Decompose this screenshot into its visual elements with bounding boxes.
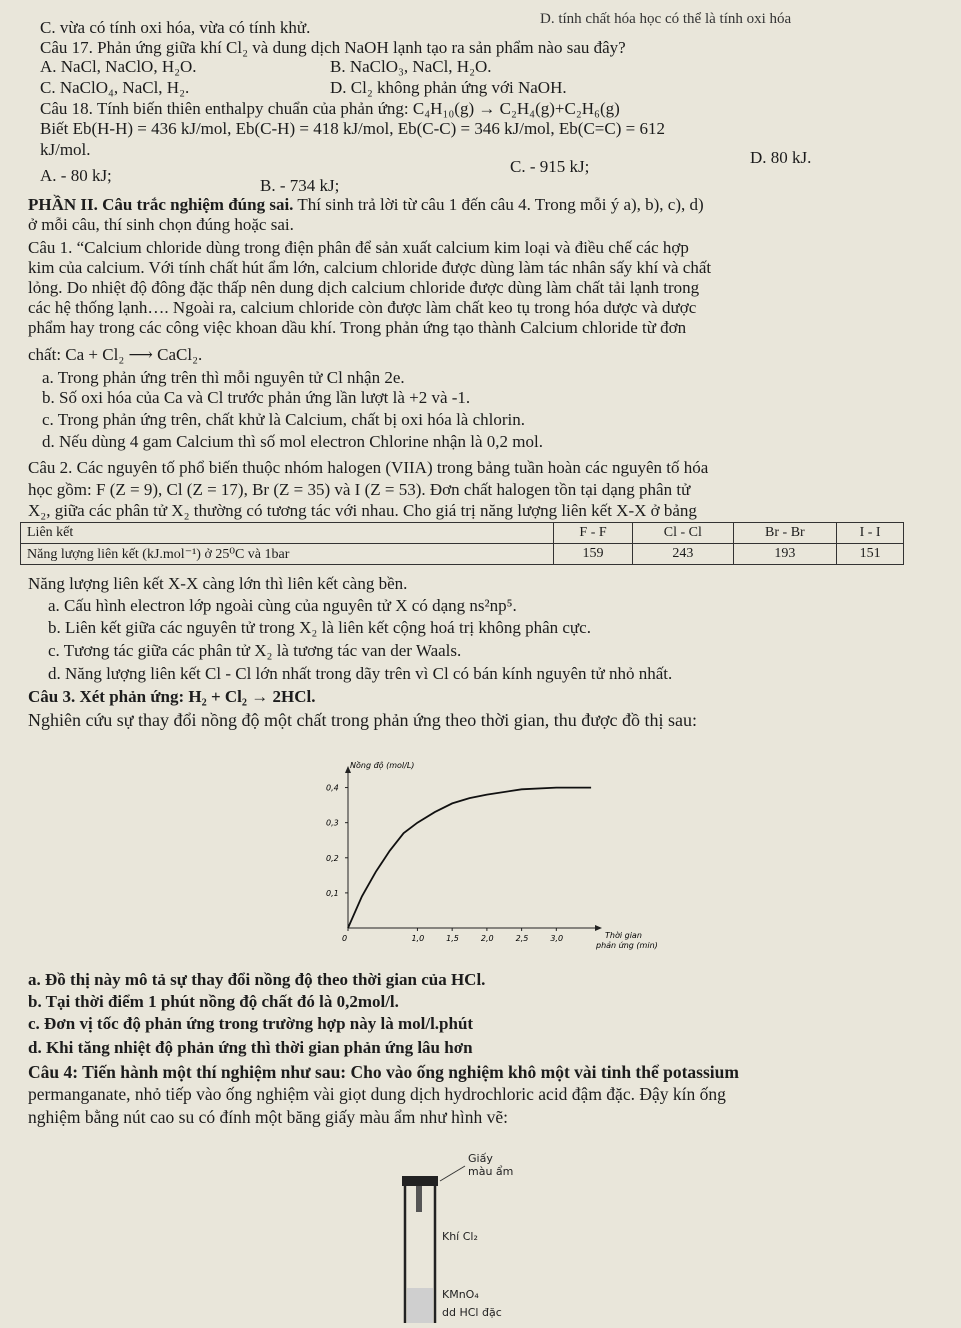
c1-paragraph-2: kim của calcium. Với tính chất hút ẩm lớn, calcium chloride được dùng làm tác nhân sấy khí và chất bbox=[28, 258, 712, 277]
table-cell: Br - Br bbox=[733, 523, 837, 544]
chart-xlabel-2: phản ứng (min) bbox=[596, 941, 658, 950]
c4-text-1: Câu 4: Tiến hành một thí nghiệm như sau: Cho vào ống nghiệm khô một vài tinh thể potassium bbox=[28, 1062, 739, 1082]
table-cell: 151 bbox=[837, 544, 904, 565]
paper-pointer-line bbox=[440, 1166, 465, 1181]
table-cell: I - I bbox=[837, 523, 904, 544]
y-tick-label: 0,1 bbox=[326, 888, 339, 898]
c2-statement-a: a. Cấu hình electron lớp ngoài cùng của nguyên tử X có dạng ns²np⁵. bbox=[48, 596, 517, 615]
table-header-energy: Năng lượng liên kết (kJ.mol⁻¹) ở 25⁰C và 1bar bbox=[21, 544, 554, 565]
label-paper-2: màu ẩm bbox=[468, 1165, 514, 1178]
c1-statement-c: c. Trong phản ứng trên, chất khử là Calcium, chất bị oxi hóa là chlorin. bbox=[42, 410, 525, 429]
y-tick-label: 0,4 bbox=[326, 783, 339, 793]
damp-paper-strip bbox=[416, 1186, 422, 1212]
c2-paragraph-3: X₂, giữa các phân tử X₂ thường có tương tác với nhau. Cho giá trị năng lượng liên kết X-X ở bảng bbox=[28, 501, 697, 520]
x-tick-label: 3,0 bbox=[550, 934, 564, 943]
c1-statement-d: d. Nếu dùng 4 gam Calcium thì số mol electron Chlorine nhận là 0,2 mol. bbox=[42, 432, 543, 451]
c4-paragraph-2: permanganate, nhỏ tiếp vào ống nghiệm vài giọt dung dịch hydrochloric acid đậm đặc. Đậy kín ống bbox=[28, 1084, 726, 1104]
part2-title: PHẦN II. Câu trắc nghiệm đúng sai. bbox=[28, 195, 294, 214]
label-paper-1: Giấy bbox=[468, 1152, 493, 1165]
c2-after-table: Năng lượng liên kết X-X càng lớn thì liên kết càng bền. bbox=[28, 574, 408, 593]
chart-ylabel: Nồng độ (mol/L) bbox=[350, 761, 415, 770]
c2-statement-c: c. Tương tác giữa các phân tử X₂ là tương tác van der Waals. bbox=[48, 641, 462, 660]
chart-xlabel-1: Thời gian bbox=[605, 931, 642, 940]
c4-paragraph-1 bbox=[28, 1062, 739, 1082]
rubber-stopper bbox=[402, 1176, 438, 1186]
q18-option-b: B. - 734 kJ; bbox=[260, 176, 340, 195]
q17-option-b: B. NaClO₃, NaCl, H₂O. bbox=[330, 57, 492, 76]
bond-energy-table bbox=[20, 522, 904, 565]
table-header-bond: Liên kết bbox=[21, 523, 554, 544]
q17-stem: Câu 17. Phản ứng giữa khí Cl₂ và dung dịch NaOH lạnh tạo ra sản phẩm nào sau đây? bbox=[40, 38, 626, 57]
table-cell: 243 bbox=[633, 544, 734, 565]
c1-statement-a: a. Trong phản ứng trên thì mỗi nguyên tử Cl nhận 2e. bbox=[42, 368, 405, 387]
c3-paragraph-1: Câu 3. Xét phản ứng: H₂ + Cl₂ → 2HCl. bbox=[28, 687, 316, 706]
table-cell: F - F bbox=[554, 523, 633, 544]
table-row bbox=[21, 544, 904, 565]
c4-paragraph-3: nghiệm bằng nút cao su có đính một băng giấy màu ẩm như hình vẽ: bbox=[28, 1107, 508, 1127]
table-cell: 193 bbox=[733, 544, 837, 565]
q18-unit: kJ/mol. bbox=[40, 140, 91, 159]
part2-heading bbox=[28, 195, 704, 215]
c1-paragraph-3: lỏng. Do nhiệt độ đông đặc thấp nên dung dịch calcium chloride được dùng làm chất tải lạnh trong bbox=[28, 278, 700, 297]
y-tick-label: 0,3 bbox=[326, 818, 339, 828]
c2-statement-b: b. Liên kết giữa các nguyên tử trong X₂ là liên kết cộng hoá trị không phân cực. bbox=[48, 618, 591, 637]
c3-paragraph-2: Nghiên cứu sự thay đổi nồng độ một chất trong phản ứng theo thời gian, thu được đồ thị sau: bbox=[28, 710, 697, 730]
test-tube-diagram bbox=[380, 1148, 560, 1328]
c3-statement-b: b. Tại thời điểm 1 phút nồng độ chất đó là 0,2mol/l. bbox=[28, 992, 399, 1011]
label-hcl: dd HCl đặc bbox=[442, 1306, 502, 1319]
q18-given: Biết Eb(H-H) = 436 kJ/mol, Eb(C-H) = 418 kJ/mol, Eb(C-C) = 346 kJ/mol, Eb(C=C) = 612 bbox=[40, 119, 665, 138]
x-tick-label: 0 bbox=[342, 934, 348, 943]
c1-paragraph-1: Câu 1. “Calcium chloride dùng trong điện phân để sản xuất calcium kim loại và điều chế các hợp bbox=[28, 238, 689, 257]
concentration-time-chart bbox=[300, 758, 660, 963]
x-tick-label: 2,5 bbox=[515, 934, 529, 943]
table-cell: 159 bbox=[554, 544, 633, 565]
table-row bbox=[21, 523, 904, 544]
q17-option-a: A. NaCl, NaClO, H₂O. bbox=[40, 57, 197, 76]
c1-paragraph-5: phẩm hay trong các công việc khoan dầu khí. Trong phản ứng tạo thành Calcium chloride từ đơn bbox=[28, 318, 687, 337]
q18-stem: Câu 18. Tính biến thiên enthalpy chuẩn của phản ứng: C₄H₁₀(g) → C₂H₄(g)+C₂H₆(g) bbox=[40, 99, 620, 118]
q18-option-a: A. - 80 kJ; bbox=[40, 166, 112, 185]
x-tick-label: 2,0 bbox=[480, 934, 494, 943]
q17-option-c: C. NaClO₄, NaCl, H₂. bbox=[40, 78, 190, 97]
q17-option-d: D. Cl₂ không phản ứng với NaOH. bbox=[330, 78, 567, 97]
c2-statement-d: d. Năng lượng liên kết Cl - Cl lớn nhất trong dãy trên vì Cl có bán kính nguyên tử nhỏ nhất. bbox=[48, 664, 673, 683]
chart-series-line bbox=[348, 788, 591, 928]
c2-paragraph-2: học gồm: F (Z = 9), Cl (Z = 17), Br (Z = 35) và I (Z = 53). Đơn chất halogen tồn tại dạng phân tử bbox=[28, 480, 691, 499]
part2-instruction-1: Thí sinh trả lời từ câu 1 đến câu 4. Trong mỗi ý a), b), c), d) bbox=[297, 195, 704, 214]
prev-option-d: D. tính chất hóa học có thể là tính oxi hóa bbox=[540, 11, 792, 27]
c3-statement-d: d. Khi tăng nhiệt độ phản ứng thì thời gian phản ứng lâu hơn bbox=[28, 1038, 473, 1057]
c3-statement-a: a. Đồ thị này mô tả sự thay đổi nồng độ theo thời gian của HCl. bbox=[28, 970, 486, 989]
x-tick-label: 1,0 bbox=[411, 934, 425, 943]
c1-paragraph-4: các hệ thống lạnh…. Ngoài ra, calcium chloride còn được làm chất keo tụ trong hóa dược và dược bbox=[28, 298, 697, 317]
c1-paragraph-6: chất: Ca + Cl₂ ⟶ CaCl₂. bbox=[28, 345, 203, 364]
c1-statement-b: b. Số oxi hóa của Ca và Cl trước phản ứng lần lượt là +2 và -1. bbox=[42, 388, 471, 407]
c2-paragraph-1: Câu 2. Các nguyên tố phổ biến thuộc nhóm halogen (VIIA) trong bảng tuần hoàn các nguyên tố hóa bbox=[28, 458, 709, 477]
prev-option-c: C. vừa có tính oxi hóa, vừa có tính khử. bbox=[40, 18, 311, 37]
q18-option-c: C. - 915 kJ; bbox=[510, 157, 590, 176]
q18-option-d: D. 80 kJ. bbox=[750, 148, 812, 167]
label-gas: Khí Cl₂ bbox=[442, 1230, 478, 1243]
label-kmno4: KMnO₄ bbox=[442, 1288, 479, 1301]
x-tick-label: 1,5 bbox=[446, 934, 459, 943]
c3-statement-c: c. Đơn vị tốc độ phản ứng trong trường hợp này là mol/l.phút bbox=[28, 1014, 474, 1033]
y-tick-label: 0,2 bbox=[326, 853, 339, 863]
table-cell: Cl - Cl bbox=[633, 523, 734, 544]
chart-x-arrow bbox=[595, 925, 602, 931]
part2-instruction-2: ở mỗi câu, thí sinh chọn đúng hoặc sai. bbox=[28, 215, 294, 234]
reagent-liquid bbox=[407, 1288, 433, 1323]
